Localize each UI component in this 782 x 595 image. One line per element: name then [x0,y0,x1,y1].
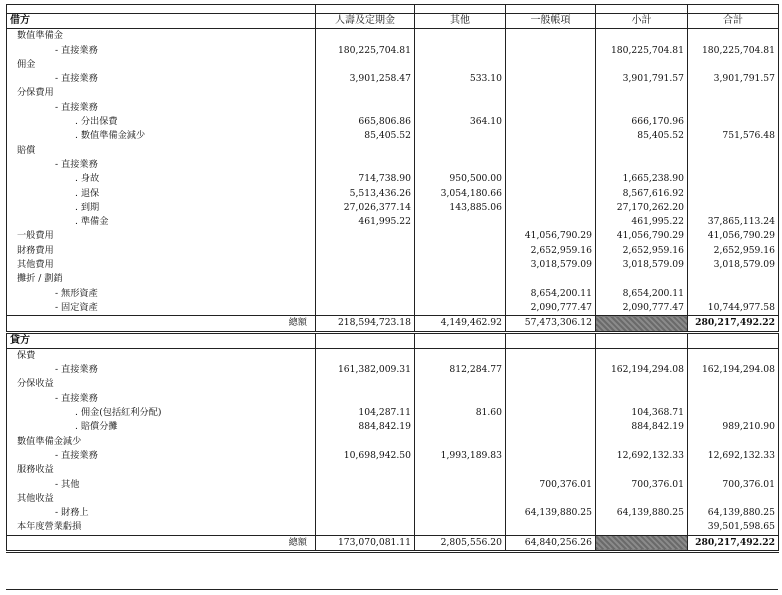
row-label: - 直接業務 [7,392,316,406]
amount-cell: 85,405.52 [316,129,415,143]
amount-cell [506,201,596,215]
row-label: 佣金 [7,58,316,72]
row-label: 分保費用 [7,86,316,100]
empty-cell [688,332,779,348]
amount-cell [506,187,596,201]
row-label: - 財務上 [7,506,316,520]
amount-cell [415,258,506,272]
amount-cell: 12,692,132.33 [688,449,779,463]
amount-cell: 812,284.77 [415,363,506,377]
col-header-life: 人壽及定期金 [316,14,415,29]
amount-cell: 700,376.01 [596,478,688,492]
amount-cell [316,478,415,492]
table-row [7,420,779,434]
table-row [7,406,779,420]
amount-cell [506,363,596,377]
table-body [7,5,779,552]
total-label: 總額 [7,316,316,332]
amount-cell: 2,652,959.16 [506,244,596,258]
table-row [7,158,779,172]
amount-cell: 64,139,880.25 [596,506,688,520]
amount-cell: 41,056,790.29 [688,229,779,243]
total-amount-cell: 2,805,556.20 [415,535,506,551]
bottom-rule [6,589,778,590]
row-label: 服務收益 [7,463,316,477]
amount-cell [506,377,596,391]
amount-cell [316,463,415,477]
table-row [7,44,779,58]
total-amount-cell: 280,217,492.22 [688,535,779,551]
amount-cell: 10,698,942.50 [316,449,415,463]
row-label: 財務費用 [7,244,316,258]
table-row [7,272,779,286]
amount-cell [316,158,415,172]
amount-cell [596,158,688,172]
row-label: . 分出保費 [7,115,316,129]
credit-title: 貸方 [7,332,316,348]
row-label: 數值準備金 [7,29,316,44]
row-label: . 佣金(包括紅利分配) [7,406,316,420]
amount-cell: 64,139,880.25 [688,506,779,520]
col-header-subtotal: 小計 [596,14,688,29]
amount-cell [688,58,779,72]
amount-cell: 2,090,777.47 [506,301,596,316]
amount-cell [596,58,688,72]
total-amount-cell: 64,840,256.26 [506,535,596,551]
amount-cell [415,348,506,363]
amount-cell [316,258,415,272]
amount-cell [415,229,506,243]
amount-cell [688,201,779,215]
row-label: 一般費用 [7,229,316,243]
amount-cell [596,144,688,158]
row-label: 分保收益 [7,377,316,391]
amount-cell [506,158,596,172]
amount-cell: 41,056,790.29 [506,229,596,243]
total-amount-cell: 173,070,081.11 [316,535,415,551]
amount-cell [688,287,779,301]
col-header-total: 合計 [688,14,779,29]
debit-title: 借方 [7,14,316,29]
row-label: - 直接業務 [7,449,316,463]
amount-cell: 1,993,189.83 [415,449,506,463]
amount-cell [316,348,415,363]
amount-cell: 162,194,294.08 [596,363,688,377]
amount-cell: 5,513,436.26 [316,187,415,201]
amount-cell [688,158,779,172]
amount-cell [506,348,596,363]
table-row [7,478,779,492]
row-label: . 退保 [7,187,316,201]
table-row [7,215,779,229]
amount-cell [415,244,506,258]
amount-cell [688,463,779,477]
amount-cell: 364.10 [415,115,506,129]
amount-cell [596,435,688,449]
amount-cell: 64,139,880.25 [506,506,596,520]
profit-loss-table [6,4,779,553]
empty-cell [596,332,688,348]
total-row [7,535,779,551]
amount-cell [415,492,506,506]
amount-cell [596,272,688,286]
amount-cell [415,44,506,58]
amount-cell [316,492,415,506]
amount-cell: 81.60 [415,406,506,420]
row-label: 其他費用 [7,258,316,272]
amount-cell [316,301,415,316]
row-label: - 其他 [7,478,316,492]
table-row [7,101,779,115]
amount-cell: 884,842.19 [596,420,688,434]
table-row [7,58,779,72]
amount-cell: 8,654,200.11 [596,287,688,301]
amount-cell: 3,901,791.57 [596,72,688,86]
amount-cell [688,492,779,506]
amount-cell [688,172,779,186]
amount-cell [415,506,506,520]
amount-cell: 3,901,791.57 [688,72,779,86]
amount-cell [506,392,596,406]
amount-cell: 665,806.86 [316,115,415,129]
amount-cell [415,58,506,72]
amount-cell: 39,501,598.65 [688,520,779,535]
amount-cell [415,158,506,172]
amount-cell: 12,692,132.33 [596,449,688,463]
amount-cell [596,348,688,363]
amount-cell [415,101,506,115]
amount-cell [596,392,688,406]
row-label: . 賠償分攤 [7,420,316,434]
amount-cell: 37,865,113.24 [688,215,779,229]
amount-cell: 8,654,200.11 [506,287,596,301]
amount-cell [316,144,415,158]
amount-cell [688,377,779,391]
row-label: . 到期 [7,201,316,215]
amount-cell [688,435,779,449]
amount-cell [506,144,596,158]
amount-cell [688,187,779,201]
row-label: - 無形資產 [7,287,316,301]
amount-cell [506,215,596,229]
table-row [7,392,779,406]
amount-cell [506,406,596,420]
row-label: - 直接業務 [7,158,316,172]
table-row [7,244,779,258]
amount-cell [415,392,506,406]
table-row [7,463,779,477]
table-row [7,363,779,377]
amount-cell [596,463,688,477]
amount-cell: 161,382,009.31 [316,363,415,377]
amount-cell [415,520,506,535]
amount-cell: 533.10 [415,72,506,86]
amount-cell: 884,842.19 [316,420,415,434]
amount-cell [688,86,779,100]
amount-cell [415,129,506,143]
header-row [7,14,779,29]
amount-cell [506,420,596,434]
row-label: 賠償 [7,144,316,158]
amount-cell: 1,665,238.90 [596,172,688,186]
amount-cell: 143,885.06 [415,201,506,215]
amount-cell [506,129,596,143]
amount-cell [316,229,415,243]
empty-cell [506,332,596,348]
empty-cell [415,332,506,348]
row-label: - 直接業務 [7,72,316,86]
top-border-row [7,5,779,14]
amount-cell [415,377,506,391]
table-row [7,492,779,506]
table-row [7,520,779,535]
table-row [7,172,779,186]
amount-cell [506,58,596,72]
amount-cell: 751,576.48 [688,129,779,143]
amount-cell [316,287,415,301]
row-label: . 身故 [7,172,316,186]
total-amount-cell: 57,473,306.12 [506,316,596,332]
amount-cell: 461,995.22 [596,215,688,229]
row-label: - 直接業務 [7,363,316,377]
amount-cell [415,435,506,449]
row-label: 攤折 / 劃銷 [7,272,316,286]
table-row [7,301,779,316]
credit-section-row [7,332,779,348]
col-header-general: 一般帳項 [506,14,596,29]
amount-cell [506,72,596,86]
amount-cell [506,44,596,58]
table-row [7,144,779,158]
amount-cell [596,29,688,44]
amount-cell: 3,901,258.47 [316,72,415,86]
amount-cell [415,287,506,301]
amount-cell: 666,170.96 [596,115,688,129]
row-label: 數值準備金減少 [7,435,316,449]
row-label: - 固定資產 [7,301,316,316]
amount-cell [316,520,415,535]
amount-cell: 461,995.22 [316,215,415,229]
amount-cell [506,463,596,477]
amount-cell [596,86,688,100]
amount-cell: 2,652,959.16 [688,244,779,258]
amount-cell: 714,738.90 [316,172,415,186]
amount-cell: 162,194,294.08 [688,363,779,377]
total-amount-cell: 280,217,492.22 [688,316,779,332]
amount-cell [415,478,506,492]
amount-cell [596,101,688,115]
shaded-cell [596,316,688,332]
amount-cell: 700,376.01 [506,478,596,492]
amount-cell [506,435,596,449]
amount-cell [688,392,779,406]
amount-cell [415,144,506,158]
amount-cell [688,406,779,420]
amount-cell: 180,225,704.81 [316,44,415,58]
amount-cell: 3,054,180.66 [415,187,506,201]
table-row [7,229,779,243]
table-row [7,129,779,143]
amount-cell: 3,018,579.09 [506,258,596,272]
amount-cell [316,377,415,391]
amount-cell [415,86,506,100]
amount-cell [688,348,779,363]
amount-cell [316,29,415,44]
empty-cell [316,332,415,348]
amount-cell: 950,500.00 [415,172,506,186]
table-row [7,115,779,129]
table-row [7,72,779,86]
amount-cell: 104,287.11 [316,406,415,420]
amount-cell [316,392,415,406]
amount-cell: 104,368.71 [596,406,688,420]
amount-cell: 2,090,777.47 [596,301,688,316]
amount-cell: 85,405.52 [596,129,688,143]
row-label: 本年度營業虧損 [7,520,316,535]
amount-cell [506,86,596,100]
table-row [7,29,779,44]
row-label: . 準備金 [7,215,316,229]
amount-cell [596,520,688,535]
row-label: 其他收益 [7,492,316,506]
amount-cell [415,215,506,229]
amount-cell: 180,225,704.81 [688,44,779,58]
amount-cell [506,272,596,286]
amount-cell [415,463,506,477]
amount-cell: 10,744,977.58 [688,301,779,316]
table-row [7,435,779,449]
amount-cell [506,101,596,115]
amount-cell [415,420,506,434]
amount-cell [316,435,415,449]
amount-cell [415,272,506,286]
amount-cell: 989,210.90 [688,420,779,434]
table-row [7,348,779,363]
total-label: 總額 [7,535,316,551]
amount-cell [506,115,596,129]
amount-cell [506,492,596,506]
amount-cell: 8,567,616.92 [596,187,688,201]
amount-cell: 27,026,377.14 [316,201,415,215]
amount-cell: 180,225,704.81 [596,44,688,58]
table-row [7,187,779,201]
amount-cell [596,492,688,506]
amount-cell [316,101,415,115]
col-header-other: 其他 [415,14,506,29]
amount-cell: 41,056,790.29 [596,229,688,243]
table-row [7,449,779,463]
amount-cell [316,506,415,520]
total-amount-cell: 218,594,723.18 [316,316,415,332]
amount-cell [316,244,415,258]
amount-cell: 2,652,959.16 [596,244,688,258]
table-row [7,86,779,100]
amount-cell [596,377,688,391]
amount-cell [415,301,506,316]
amount-cell: 3,018,579.09 [688,258,779,272]
amount-cell [688,144,779,158]
amount-cell [316,272,415,286]
table-row [7,258,779,272]
amount-cell [316,58,415,72]
amount-cell: 27,170,262.20 [596,201,688,215]
amount-cell [415,29,506,44]
amount-cell [688,29,779,44]
amount-cell [506,520,596,535]
table-row [7,377,779,391]
amount-cell [688,272,779,286]
table-row [7,201,779,215]
amount-cell: 3,018,579.09 [596,258,688,272]
shaded-cell [596,535,688,551]
total-amount-cell: 4,149,462.92 [415,316,506,332]
amount-cell [688,101,779,115]
amount-cell [506,29,596,44]
row-label: - 直接業務 [7,44,316,58]
row-label: 保費 [7,348,316,363]
total-row [7,316,779,332]
table-row [7,287,779,301]
row-label: - 直接業務 [7,101,316,115]
amount-cell [506,449,596,463]
table-row [7,506,779,520]
amount-cell [688,115,779,129]
amount-cell: 700,376.01 [688,478,779,492]
amount-cell [506,172,596,186]
amount-cell [316,86,415,100]
row-label: . 數值準備金減少 [7,129,316,143]
